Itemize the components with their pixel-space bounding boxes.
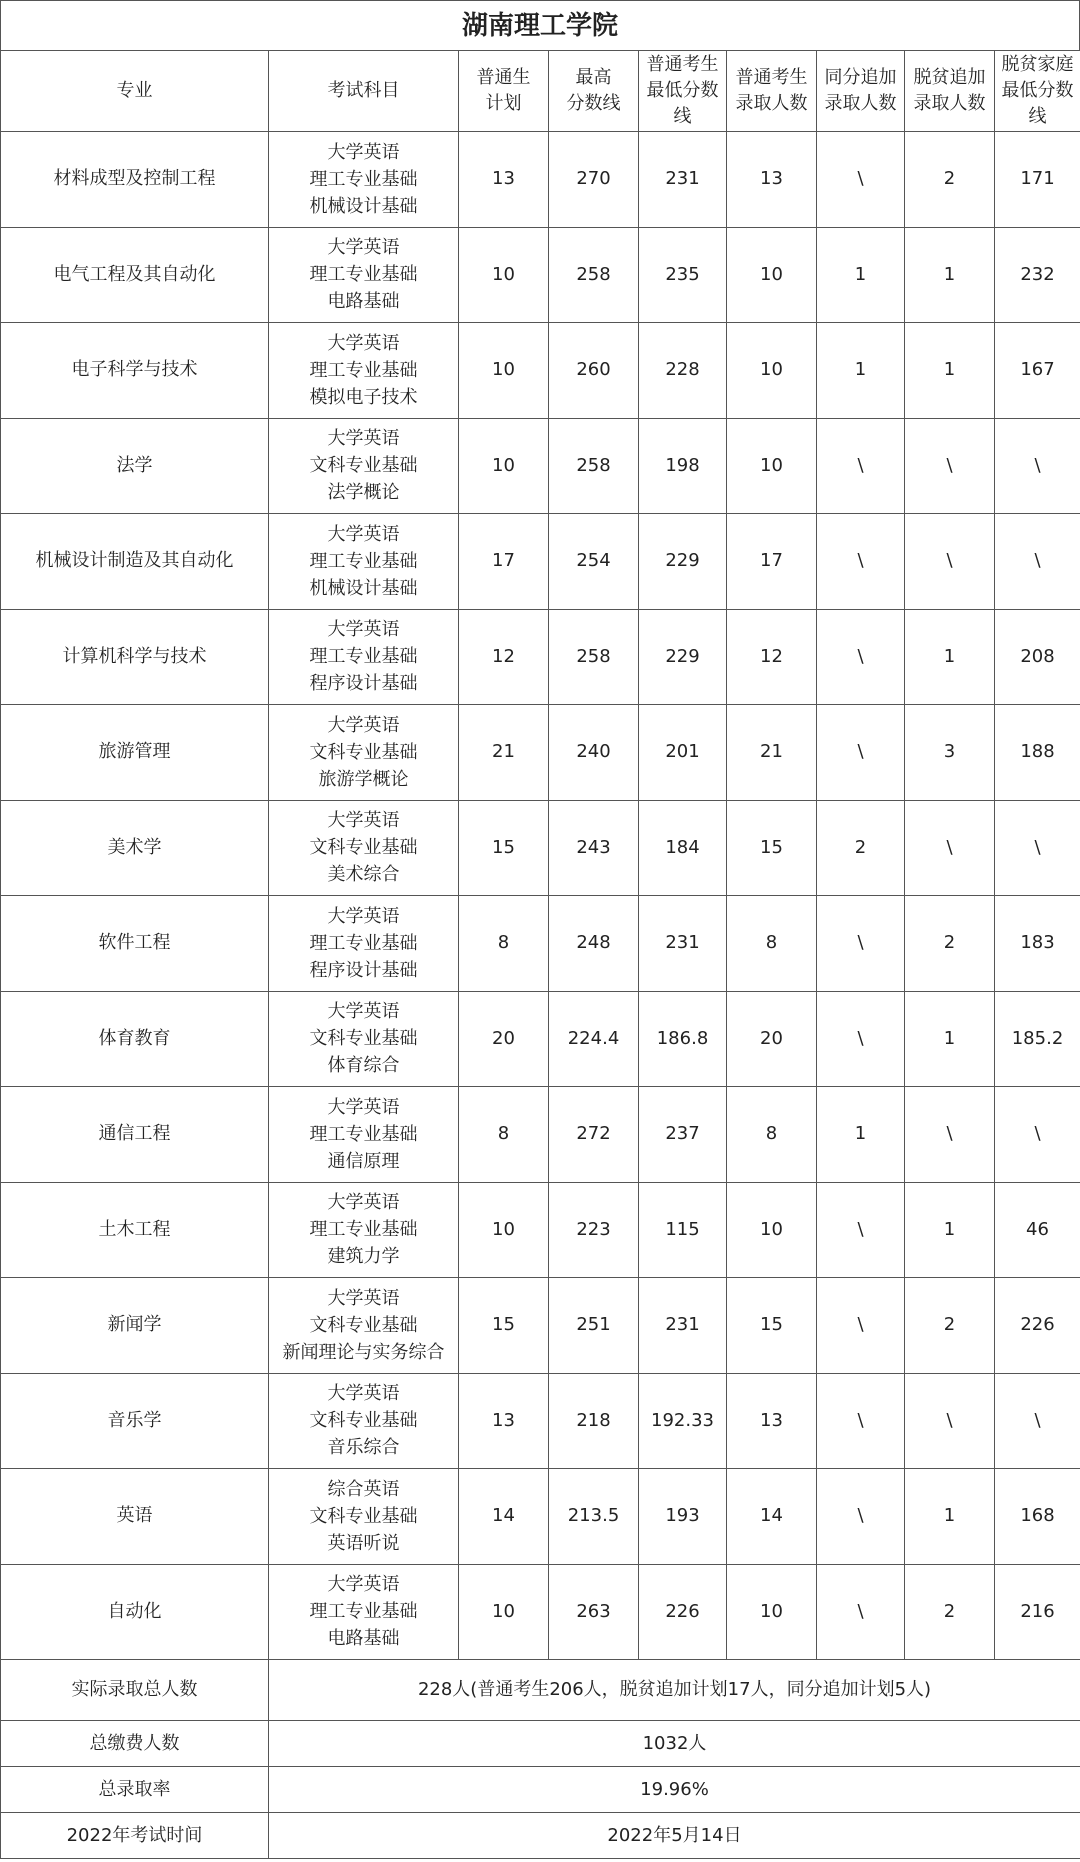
table-summary [1,1660,1080,1859]
min-score-cell: 201 [639,705,727,801]
min-score-cell: 228 [639,323,727,419]
subject-line: 文科专业基础 [309,1028,418,1050]
table-header [1,51,1080,132]
summary-row [1,1767,1080,1813]
subjects-cell [269,991,459,1087]
subject-line: 大学英语 [327,905,400,927]
min-score-cell: 229 [639,514,727,610]
subject-line: 新闻理论与实务综合 [282,1341,445,1363]
subject-line: 程序设计基础 [309,959,418,981]
poverty-extra-cell: 1 [905,991,995,1087]
summary-label: 实际录取总人数 [1,1660,269,1721]
tie-extra-cell: \ [817,991,905,1087]
max-score-cell: 270 [549,132,639,228]
max-score-cell: 251 [549,1278,639,1374]
major-cell: 美术学 [1,800,269,896]
subject-line: 大学英语 [327,1287,400,1309]
table-row [1,705,1080,801]
admission-table [0,50,1080,1859]
column-header [995,51,1080,132]
column-header [459,51,549,132]
subject-line: 综合英语 [327,1478,400,1500]
subject-line: 通信原理 [327,1150,400,1172]
subject-line: 文科专业基础 [309,455,418,477]
plan-cell: 15 [459,800,549,896]
subject-line: 体育综合 [327,1055,400,1077]
tie-extra-cell: \ [817,1278,905,1374]
subject-line: 旅游学概论 [318,768,409,790]
subjects-cell [269,323,459,419]
column-header-line: 最高 [575,67,612,88]
column-header-line: 线 [673,106,692,127]
max-score-cell: 272 [549,1087,639,1183]
plan-cell: 10 [459,418,549,514]
summary-value: 2022年5月14日 [269,1813,1080,1859]
subject-line: 理工专业基础 [309,1601,418,1623]
column-header-line: 最低分数 [646,80,719,101]
min-score-cell: 186.8 [639,991,727,1087]
plan-cell: 14 [459,1469,549,1565]
subject-line: 理工专业基础 [309,646,418,668]
poverty-min-cell: \ [995,418,1080,514]
subjects-cell [269,705,459,801]
column-header [817,51,905,132]
subject-line: 大学英语 [327,237,400,259]
subject-line: 大学英语 [327,1096,400,1118]
subject-line: 程序设计基础 [309,673,418,695]
plan-cell: 8 [459,1087,549,1183]
column-header [905,51,995,132]
min-score-cell: 115 [639,1182,727,1278]
min-score-cell: 198 [639,418,727,514]
subject-line: 建筑力学 [327,1246,400,1268]
subjects-cell [269,1564,459,1660]
max-score-cell: 224.4 [549,991,639,1087]
plan-cell: 13 [459,132,549,228]
major-cell: 自动化 [1,1564,269,1660]
subject-line: 英语听说 [327,1532,400,1554]
table-row [1,1373,1080,1469]
admitted-cell: 17 [727,514,817,610]
subject-line: 大学英语 [327,141,400,163]
tie-extra-cell: \ [817,609,905,705]
table-row [1,609,1080,705]
max-score-cell: 258 [549,609,639,705]
table-row [1,991,1080,1087]
subject-line: 大学英语 [327,332,400,354]
plan-cell: 21 [459,705,549,801]
subject-line: 理工专业基础 [309,1123,418,1145]
table-row [1,132,1080,228]
tie-extra-cell: 2 [817,800,905,896]
major-cell: 英语 [1,1469,269,1565]
poverty-min-cell: 185.2 [995,991,1080,1087]
major-cell: 电气工程及其自动化 [1,227,269,323]
poverty-extra-cell: \ [905,800,995,896]
subjects-cell [269,1469,459,1565]
major-cell: 计算机科学与技术 [1,609,269,705]
admitted-cell: 21 [727,705,817,801]
poverty-extra-cell: 2 [905,1278,995,1374]
poverty-extra-cell: 3 [905,705,995,801]
poverty-min-cell: 171 [995,132,1080,228]
min-score-cell: 231 [639,1278,727,1374]
subject-line: 文科专业基础 [309,1314,418,1336]
summary-value: 1032人 [269,1721,1080,1767]
table-row [1,1469,1080,1565]
column-header [549,51,639,132]
poverty-extra-cell: 1 [905,609,995,705]
tie-extra-cell: \ [817,896,905,992]
major-cell: 机械设计制造及其自动化 [1,514,269,610]
summary-row [1,1813,1080,1859]
subjects-cell [269,896,459,992]
tie-extra-cell: \ [817,705,905,801]
poverty-extra-cell: \ [905,514,995,610]
admitted-cell: 13 [727,132,817,228]
subject-line: 模拟电子技术 [309,386,418,408]
max-score-cell: 258 [549,418,639,514]
subject-line: 大学英语 [327,523,400,545]
min-score-cell: 192.33 [639,1373,727,1469]
subjects-cell [269,1278,459,1374]
summary-value: 19.96% [269,1767,1080,1813]
column-header-line: 最低分数 [1001,80,1074,101]
tie-extra-cell: 1 [817,323,905,419]
admitted-cell: 14 [727,1469,817,1565]
tie-extra-cell: \ [817,418,905,514]
min-score-cell: 226 [639,1564,727,1660]
subject-line: 文科专业基础 [309,837,418,859]
poverty-extra-cell: \ [905,1087,995,1183]
min-score-cell: 237 [639,1087,727,1183]
tie-extra-cell: \ [817,1373,905,1469]
max-score-cell: 223 [549,1182,639,1278]
plan-cell: 17 [459,514,549,610]
max-score-cell: 243 [549,800,639,896]
poverty-extra-cell: 2 [905,132,995,228]
subject-line: 机械设计基础 [309,577,418,599]
subjects-cell [269,514,459,610]
column-header-line: 分数线 [566,93,621,114]
admitted-cell: 10 [727,418,817,514]
poverty-min-cell: 183 [995,896,1080,992]
min-score-cell: 184 [639,800,727,896]
tie-extra-cell: \ [817,514,905,610]
subject-line: 大学英语 [327,619,400,641]
column-header-line: 普通考生 [646,54,719,75]
admitted-cell: 10 [727,227,817,323]
admitted-cell: 15 [727,800,817,896]
subject-line: 大学英语 [327,714,400,736]
major-cell: 旅游管理 [1,705,269,801]
table-row [1,896,1080,992]
column-header-line: 普通考生 [735,67,808,88]
subject-line: 美术综合 [327,864,400,886]
subject-line: 理工专业基础 [309,359,418,381]
column-header-line: 录取人数 [913,93,986,114]
max-score-cell: 254 [549,514,639,610]
column-header-line: 录取人数 [735,93,808,114]
major-cell: 法学 [1,418,269,514]
tie-extra-cell: 1 [817,227,905,323]
subject-line: 文科专业基础 [309,1505,418,1527]
max-score-cell: 258 [549,227,639,323]
max-score-cell: 248 [549,896,639,992]
table-row [1,323,1080,419]
poverty-extra-cell: 2 [905,896,995,992]
subjects-cell [269,418,459,514]
tie-extra-cell: \ [817,132,905,228]
subject-line: 音乐综合 [327,1437,400,1459]
subject-line: 法学概论 [327,482,400,504]
tie-extra-cell: \ [817,1564,905,1660]
poverty-min-cell: 226 [995,1278,1080,1374]
plan-cell: 10 [459,323,549,419]
subject-line: 大学英语 [327,428,400,450]
subject-line: 理工专业基础 [309,1219,418,1241]
subject-line: 大学英语 [327,1574,400,1596]
max-score-cell: 260 [549,323,639,419]
summary-label: 总缴费人数 [1,1721,269,1767]
poverty-extra-cell: 1 [905,1469,995,1565]
plan-cell: 20 [459,991,549,1087]
admitted-cell: 15 [727,1278,817,1374]
column-header-line: 考试科目 [327,80,400,101]
major-cell: 软件工程 [1,896,269,992]
table-row [1,1087,1080,1183]
column-header [269,51,459,132]
subject-line: 大学英语 [327,1001,400,1023]
subject-line: 大学英语 [327,1383,400,1405]
admitted-cell: 10 [727,1182,817,1278]
table-row [1,227,1080,323]
major-cell: 音乐学 [1,1373,269,1469]
subjects-cell [269,1087,459,1183]
table-body [1,132,1080,1660]
plan-cell: 8 [459,896,549,992]
summary-label: 总录取率 [1,1767,269,1813]
min-score-cell: 231 [639,896,727,992]
min-score-cell: 235 [639,227,727,323]
column-header [639,51,727,132]
table-row [1,1182,1080,1278]
poverty-min-cell: \ [995,514,1080,610]
column-header-line: 计划 [485,93,522,114]
table-row [1,418,1080,514]
table-title: 湖南理工学院 [0,0,1080,50]
summary-value: 228人(普通考生206人，脱贫追加计划17人，同分追加计划5人) [269,1660,1080,1721]
subject-line: 机械设计基础 [309,195,418,217]
poverty-min-cell: 46 [995,1182,1080,1278]
admitted-cell: 8 [727,896,817,992]
column-header-line: 同分追加 [824,67,897,88]
tie-extra-cell: 1 [817,1087,905,1183]
plan-cell: 10 [459,1182,549,1278]
admitted-cell: 13 [727,1373,817,1469]
summary-row [1,1721,1080,1767]
table-row [1,514,1080,610]
min-score-cell: 193 [639,1469,727,1565]
poverty-min-cell: 232 [995,227,1080,323]
column-header-line: 录取人数 [824,93,897,114]
poverty-extra-cell: 1 [905,323,995,419]
major-cell: 材料成型及控制工程 [1,132,269,228]
subjects-cell [269,609,459,705]
column-header-line: 专业 [116,80,153,101]
subject-line: 电路基础 [327,291,400,313]
plan-cell: 12 [459,609,549,705]
major-cell: 电子科学与技术 [1,323,269,419]
poverty-min-cell: \ [995,1087,1080,1183]
subjects-cell [269,800,459,896]
admitted-cell: 10 [727,1564,817,1660]
tie-extra-cell: \ [817,1182,905,1278]
subject-line: 大学英语 [327,810,400,832]
poverty-extra-cell: 2 [905,1564,995,1660]
poverty-min-cell: 168 [995,1469,1080,1565]
tie-extra-cell: \ [817,1469,905,1565]
plan-cell: 10 [459,1564,549,1660]
poverty-min-cell: 188 [995,705,1080,801]
poverty-extra-cell: \ [905,1373,995,1469]
plan-cell: 10 [459,227,549,323]
summary-label: 2022年考试时间 [1,1813,269,1859]
major-cell: 新闻学 [1,1278,269,1374]
column-header-line: 普通生 [476,67,531,88]
table-row [1,1278,1080,1374]
poverty-extra-cell: 1 [905,227,995,323]
subject-line: 理工专业基础 [309,550,418,572]
major-cell: 土木工程 [1,1182,269,1278]
admitted-cell: 10 [727,323,817,419]
min-score-cell: 231 [639,132,727,228]
min-score-cell: 229 [639,609,727,705]
subjects-cell [269,132,459,228]
poverty-min-cell: \ [995,1373,1080,1469]
summary-row [1,1660,1080,1721]
subjects-cell [269,1182,459,1278]
column-header [1,51,269,132]
max-score-cell: 213.5 [549,1469,639,1565]
table-row [1,800,1080,896]
column-header-line: 脱贫追加 [913,67,986,88]
column-header [727,51,817,132]
max-score-cell: 263 [549,1564,639,1660]
subject-line: 理工专业基础 [309,264,418,286]
poverty-min-cell: \ [995,800,1080,896]
subjects-cell [269,227,459,323]
poverty-min-cell: 208 [995,609,1080,705]
header-row [1,51,1080,132]
subject-line: 电路基础 [327,1628,400,1650]
admitted-cell: 20 [727,991,817,1087]
admitted-cell: 8 [727,1087,817,1183]
subject-line: 理工专业基础 [309,932,418,954]
subject-line: 文科专业基础 [309,1410,418,1432]
table-row [1,1564,1080,1660]
subjects-cell [269,1373,459,1469]
max-score-cell: 240 [549,705,639,801]
poverty-min-cell: 167 [995,323,1080,419]
plan-cell: 13 [459,1373,549,1469]
subject-line: 大学英语 [327,1192,400,1214]
column-header-line: 脱贫家庭 [1001,54,1074,75]
poverty-min-cell: 216 [995,1564,1080,1660]
subject-line: 文科专业基础 [309,741,418,763]
poverty-extra-cell: \ [905,418,995,514]
max-score-cell: 218 [549,1373,639,1469]
major-cell: 通信工程 [1,1087,269,1183]
admitted-cell: 12 [727,609,817,705]
plan-cell: 15 [459,1278,549,1374]
poverty-extra-cell: 1 [905,1182,995,1278]
subject-line: 理工专业基础 [309,168,418,190]
major-cell: 体育教育 [1,991,269,1087]
column-header-line: 线 [1028,106,1047,127]
